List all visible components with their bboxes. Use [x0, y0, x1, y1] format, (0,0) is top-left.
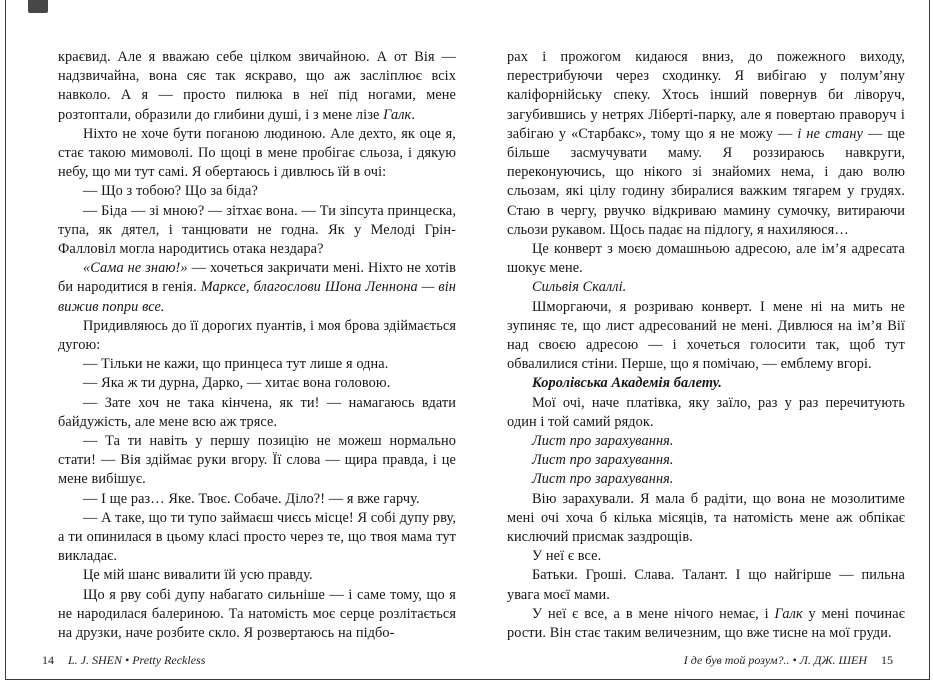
body-text: . — [411, 106, 416, 123]
paragraph — [507, 490, 905, 548]
body-text: Вію зарахували. Я мала б радіти, що вона не мозолитиме мені очі хоча б кілька місяців, та натомість мене аж обпікає кислючий присмак заздрощів. — [507, 490, 905, 546]
paragraph — [58, 182, 456, 201]
body-text: Ніхто не хоче бути поганою людиною. Але дехто, як оце я, стає такою мимоволі. По щоці в мене пробігає сльоза, і дякую небу, що ми тут самі. Я обертаюсь і дивлюсь їй в очі: — [58, 125, 456, 181]
emphasized-text: «Сама не знаю!» — [83, 260, 188, 277]
paragraph — [58, 394, 456, 432]
paragraph — [58, 355, 456, 374]
paragraph — [507, 547, 905, 566]
paragraph — [507, 298, 905, 375]
paragraph — [58, 259, 456, 317]
right-page-number: 15 — [881, 653, 893, 667]
body-text: — Та ти навіть у першу позицію не можеш нормально стати! — Вія здіймає руки вгору. Її слова — щира правда, і це мене вибішує. — [58, 433, 456, 488]
emphasized-text: Лист про зарахування. — [532, 471, 674, 488]
body-text: Це мій шанс вивалити їй усю правду. — [83, 567, 313, 584]
body-text: Придивляюсь до її дорогих пуантів, і моя брова здіймається дугою: — [58, 317, 456, 354]
body-text: — ще більше засмучувати маму. Я роззираюсь навкруги, переконуючись, що нікого зі знайомих нема, і даю волю сльозам, які цілу годину збиралися важким тягарем у грудях. Стаю в чергу, рвучко відкриваю мамину сумочку, витираючи сльози рукавом. Щось падає на підлогу, я нахиляюся… — [507, 125, 905, 238]
body-text: — Зате хоч не така кінчена, як ти! — намагаюсь вдати байдужість, але мене всю аж трясе. — [58, 394, 456, 430]
emphasized-text: Королівська Академія балету. — [532, 375, 722, 392]
right-page-footer — [684, 653, 893, 668]
emphasized-text: Галк — [774, 605, 803, 622]
bookmark-tab — [28, 0, 48, 13]
paragraph — [507, 374, 905, 393]
emphasized-text: Лист про зарахування. — [532, 452, 674, 469]
right-page-text — [507, 48, 905, 652]
paragraph — [58, 566, 456, 585]
emphasized-text: Галк — [383, 106, 412, 123]
paragraph — [58, 509, 456, 567]
left-page-text — [58, 48, 456, 652]
paragraph — [507, 432, 905, 451]
paragraph — [507, 394, 905, 432]
body-text: — Біда — зі мною? — зітхає вона. — Ти зіпсута принцеска, тупа, як дятел, і танцювати не годна. Як у Мелоді Грін-Фалловіл могла народитись отака нездара? — [58, 202, 456, 258]
body-text: — А таке, що ти тупо займаєш чиєсь місце! Я собі дупу рву, а ти опинилася в цьому класі просто через те, що твоя мама тут викладає. — [58, 509, 456, 565]
paragraph — [507, 470, 905, 489]
paragraph — [507, 605, 905, 643]
left-running-title: L. J. SHEN • Pretty Reckless — [68, 653, 206, 667]
body-text: У неї є все. — [532, 548, 602, 565]
paragraph — [58, 374, 456, 393]
emphasized-text: Марксе, благослови Шона Леннона — він вижив попри все. — [58, 279, 456, 315]
paragraph — [58, 125, 456, 183]
body-text: у мені починає рости. Він стає таким величезним, що вже тисне на мої груди. — [507, 605, 905, 642]
emphasized-text: Лист про зарахування. — [532, 433, 674, 450]
body-text: рах і прожогом кидаюся вниз, до пожежного виходу, перестрибуючи через сходинку. Я вибігаю у полум’яну каліфорнійську спеку. Хтось інший повернув би ліворуч, загубившись у нетрях Ліберті-парку, але я повертаю праворуч і забігаю у «Старбакс», тому що я не можу — — [507, 49, 905, 142]
body-text: краєвид. Але я вважаю себе цілком звичайною. А от Вія — надзвичайна, вона сяє так яскраво, що аж засліплює всіх навколо. А я — просто пилюка в неї під ногами, мене розтоптали, образили до глибини душі, і з мене лізе — [58, 49, 456, 123]
paragraph — [507, 451, 905, 470]
paragraph — [58, 586, 456, 644]
body-text: Це конверт з моєю домашньою адресою, але ім’я адресата шокує мене. — [507, 241, 905, 277]
body-text: Шморгаючи, я розриваю конверт. І мене ні на мить не зупиняє те, що лист адресований не мені. Дивлюся на ім’я Вії над своєю адресою — і хочеться голосити так, щоб тут обвалилися стіни. Перше, що я помічаю, — емблему вгорі. — [507, 298, 905, 373]
body-text: У неї є все, а в мене нічого немає, і — [532, 605, 775, 622]
emphasized-text: і не стану — [797, 125, 864, 142]
left-page-footer — [42, 653, 205, 668]
paragraph — [507, 48, 905, 240]
right-running-title: І де був той розум?.. • Л. ДЖ. ШЕН — [683, 653, 867, 667]
paragraph — [58, 432, 456, 490]
left-page-number: 14 — [42, 653, 54, 667]
body-text: — Що з тобою? Що за біда? — [83, 183, 258, 200]
paragraph — [507, 240, 905, 278]
paragraph — [58, 202, 456, 260]
paragraph — [58, 490, 456, 509]
body-text: Мої очі, наче платівка, яку заїло, раз у раз перечитують один і той самий рядок. — [507, 394, 905, 430]
paragraph — [507, 278, 905, 297]
body-text: — Яка ж ти дурна, Дарко, — хитає вона головою. — [83, 375, 391, 392]
body-text: — хочеться закричати мені. Ніхто не хотів би народитися в генія. — [58, 260, 456, 296]
paragraph — [507, 566, 905, 604]
paragraph — [58, 317, 456, 355]
emphasized-text: Сильвія Скаллі. — [532, 279, 627, 296]
paragraph — [58, 48, 456, 125]
body-text: Що я рву собі дупу набагато сильніше — і саме тому, що я не народилася балериною. Та натомість моє серце розлітається на друзки, наче розбите скло. Я розвертаюсь на підбо- — [58, 586, 456, 642]
body-text: Батьки. Гроші. Слава. Талант. І що найгірше — пильна увага моєї мами. — [507, 567, 905, 603]
body-text: — І ще раз… Яке. Твоє. Собаче. Діло?! — я вже гарчу. — [83, 490, 420, 507]
body-text: — Тільки не кажи, що принцеса тут лише я одна. — [83, 356, 389, 373]
